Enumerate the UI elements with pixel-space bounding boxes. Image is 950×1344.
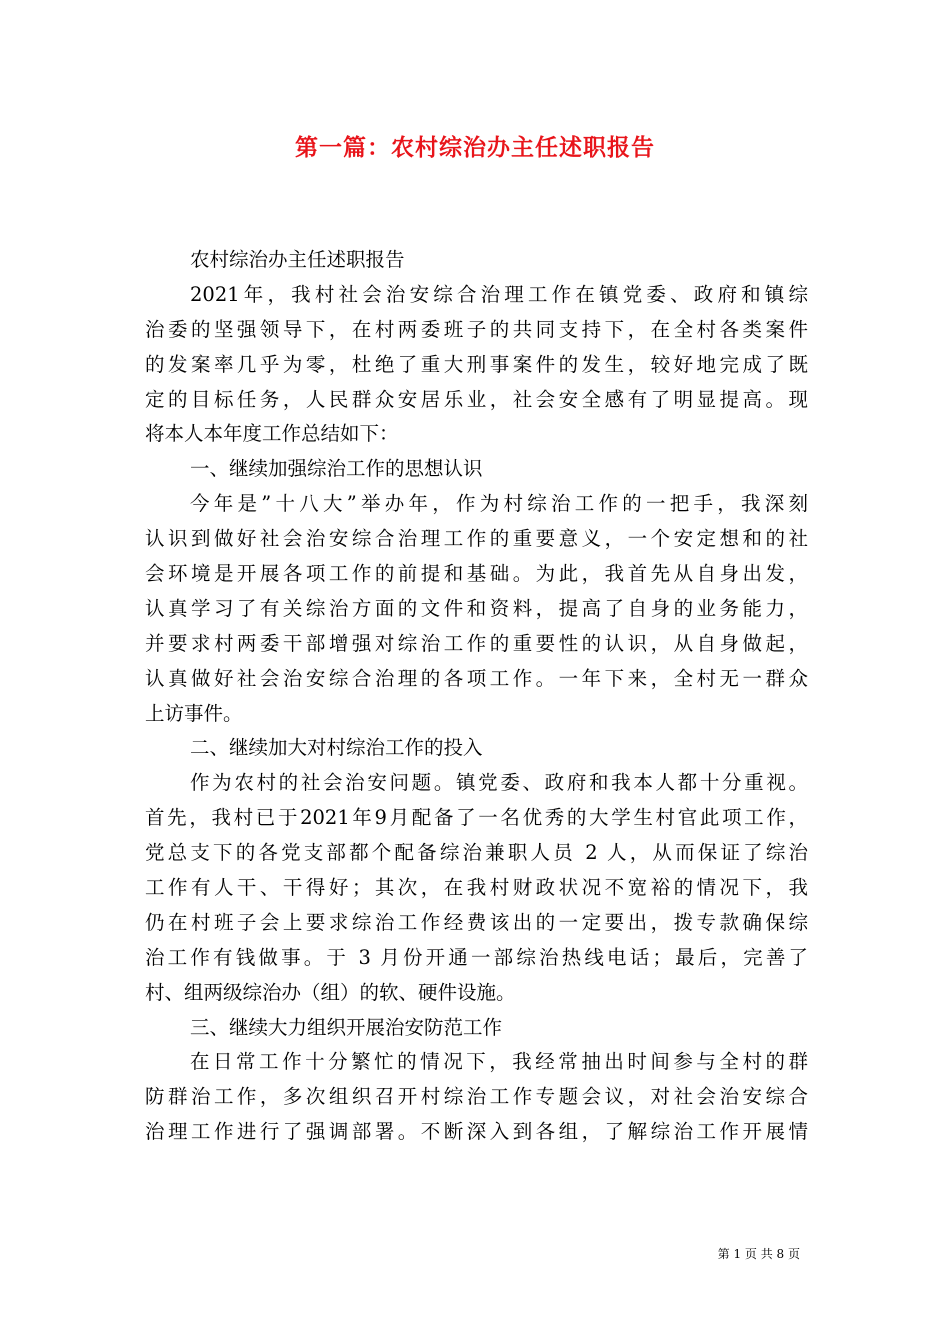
body-line: 将本人本年度工作总结如下： [145, 422, 399, 446]
document-title: 第一篇：农村综治办主任述职报告 [295, 134, 655, 161]
page-number-footer: 第 1 页 共 8 页 [717, 1247, 800, 1261]
body-line: 2021年，我村社会治安综合治理工作在镇党委、政府和镇综 [190, 282, 808, 306]
body-line: 定的目标任务，人民群众安居乐业，社会安全感有了明显提高。现 [145, 387, 808, 411]
body-line: 村、组两级综治办（组）的软、硬件设施。 [145, 980, 516, 1004]
body-line: 会环境是开展各项工作的前提和基础。为此，我首先从自身出发， [145, 562, 808, 586]
body-line: 工作有人干、干得好；其次，在我村财政状况不宽裕的情况下，我 [145, 876, 808, 900]
body-line: 治工作有钱做事。于 3 月份开通一部综治热线电话；最后，完善了 [145, 945, 808, 969]
body-line: 农村综治办主任述职报告 [190, 248, 405, 271]
body-line: 认真做好社会治安综合治理的各项工作。一年下来，全村无一群众 [145, 666, 808, 690]
body-line: 作为农村的社会治安问题。镇党委、政府和我本人都十分重视。 [190, 771, 808, 795]
body-line: 仍在村班子会上要求综治工作经费该出的一定要出，拨专款确保综 [145, 910, 808, 934]
body-line: 治委的坚强领导下，在村两委班子的共同支持下，在全村各类案件 [145, 317, 808, 341]
body-line: 治理工作进行了强调部署。不断深入到各组，了解综治工作开展情 [145, 1120, 808, 1144]
body-line: 一、继续加强综治工作的思想认识 [190, 457, 483, 481]
body-line: 防群治工作，多次组织召开村综治工作专题会议，对社会治安综合 [145, 1085, 808, 1109]
body-line: 上访事件。 [145, 701, 243, 725]
body-line: 的发案率几乎为零，杜绝了重大刑事案件的发生，较好地完成了既 [145, 352, 808, 376]
body-line: 党总支下的各党支部都个配备综治兼职人员 2 人，从而保证了综治 [145, 841, 808, 865]
body-line: 认真学习了有关综治方面的文件和资料，提高了自身的业务能力， [145, 596, 808, 620]
body-line: 认识到做好社会治安综合治理工作的重要意义，一个安定想和的社 [145, 527, 808, 551]
body-line: 今年是”十八大”举办年，作为村综治工作的一把手，我深刻 [190, 492, 808, 516]
document-body [145, 243, 808, 1150]
body-line: 并要求村两委干部增强对综治工作的重要性的认识，从自身做起， [145, 631, 808, 655]
body-line: 二、继续加大对村综治工作的投入 [190, 736, 483, 760]
body-line: 三、继续大力组织开展治安防范工作 [190, 1015, 503, 1039]
body-line: 首先，我村已于2021年9月配备了一名优秀的大学生村官此项工作， [145, 806, 808, 830]
body-line: 在日常工作十分繁忙的情况下，我经常抽出时间参与全村的群 [190, 1050, 808, 1074]
